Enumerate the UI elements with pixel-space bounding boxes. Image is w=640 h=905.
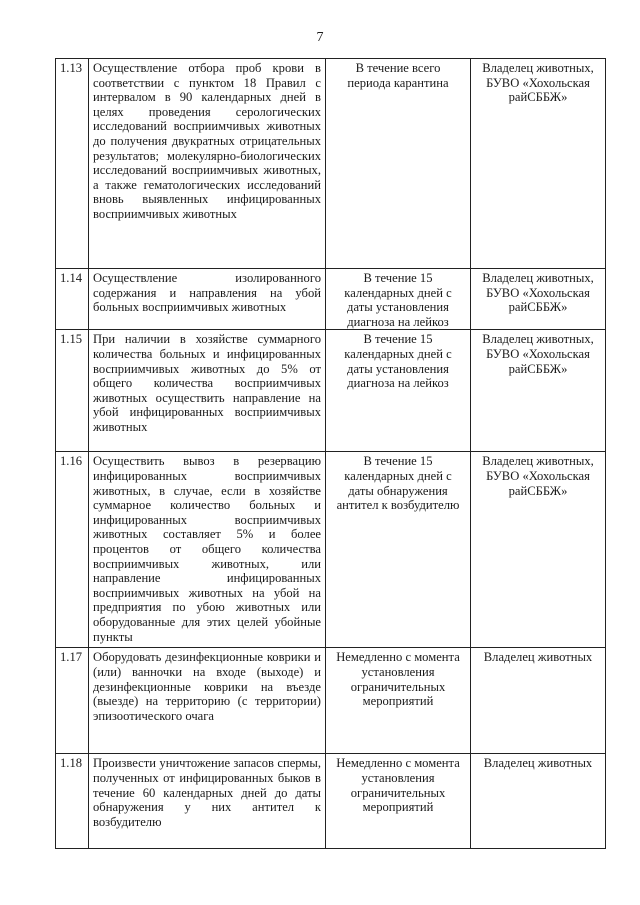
item-number: 1.18 [56, 754, 89, 849]
measure-description [89, 648, 326, 754]
measure-description-text: Осуществление изолированного содержания и направления на убой больных восприимчивых животных [93, 271, 321, 315]
measure-responsible-text: Владелец животных, БУВО «Хохольская райСББЖ» [482, 332, 594, 376]
measure-responsible [471, 269, 606, 330]
measure-term [326, 330, 471, 452]
measure-term-text: В течение 15 календарных дней с даты установления диагноза на лейкоз [344, 271, 452, 329]
measure-description-text: Оборудовать дезинфекционные коврики и (или) ванночки на входе (выходе) и дезинфекционные коврики на въезде (выезде) на территорию (с территории) эпизоотического очага [93, 650, 321, 723]
measure-description [89, 59, 326, 269]
item-number: 1.15 [56, 330, 89, 452]
item-number: 1.16 [56, 452, 89, 648]
measure-term [326, 648, 471, 754]
measure-responsible-text: Владелец животных, БУВО «Хохольская райСББЖ» [482, 454, 594, 498]
measure-description-text: Осуществить вывоз в резервацию инфицированных восприимчивых животных, в случае, если в хозяйстве суммарное количество больных и инфицированных восприимчивых животных составляет 5% и более процентов от общего количества восприимчивых животных, или направление инфицированных восприимчивых животных на убой на предприятия по убою животных или оборудованные для этих целей убойные пункты [93, 454, 321, 644]
measure-responsible [471, 754, 606, 849]
measure-term-text: В течение 15 календарных дней с даты установления диагноза на лейкоз [344, 332, 452, 391]
measure-description [89, 754, 326, 849]
table-row [56, 269, 606, 330]
measure-responsible [471, 648, 606, 754]
measure-description-text: Осуществление отбора проб крови в соответствии с пунктом 18 Правил с интервалом в 90 календарных дней в целях проведения серологических исследований восприимчивых животных до получения двукратных отрицательных результатов; молекулярно-биологических исследований восприимчивых животных, а также гематологических исследований вновь выявленных инфицированных восприимчивых животных [93, 61, 321, 221]
measure-description [89, 330, 326, 452]
table-row [56, 648, 606, 754]
table-row [56, 452, 606, 648]
measure-description [89, 452, 326, 648]
measure-term [326, 59, 471, 269]
measure-term-text: В течение всего периода карантина [347, 61, 449, 90]
measure-description-text: При наличии в хозяйстве суммарного количества больных и инфицированных восприимчивых животных до 5% от общего количества восприимчивых животных осуществить направление на убой инфицированных восприимчивых животных [93, 332, 321, 434]
measure-responsible [471, 59, 606, 269]
measure-description-text: Произвести уничтожение запасов спермы, полученных от инфицированных быков в течение 60 календарных дней до даты обнаружения у них антител к возбудителю [93, 756, 321, 829]
table-row [56, 330, 606, 452]
measure-term [326, 452, 471, 648]
measure-responsible-text: Владелец животных, БУВО «Хохольская райСББЖ» [482, 61, 594, 105]
measure-term-text: Немедленно с момента установления ограничительных мероприятий [336, 650, 460, 709]
measure-term [326, 754, 471, 849]
measure-responsible-text: Владелец животных, БУВО «Хохольская райСББЖ» [482, 271, 594, 315]
measure-description [89, 269, 326, 330]
measure-responsible [471, 452, 606, 648]
table-row [56, 754, 606, 849]
measure-responsible-text: Владелец животных [483, 756, 593, 771]
measure-term-text: Немедленно с момента установления ограничительных мероприятий [336, 756, 460, 815]
measure-responsible [471, 330, 606, 452]
item-number: 1.14 [56, 269, 89, 330]
measure-responsible-text: Владелец животных [483, 650, 593, 665]
measure-term-text: В течение 15 календарных дней с даты обнаружения антител к возбудителю [336, 454, 460, 513]
item-number: 1.17 [56, 648, 89, 754]
measures-table [55, 58, 606, 849]
item-number: 1.13 [56, 59, 89, 269]
measure-term [326, 269, 471, 330]
page-number: 7 [316, 30, 324, 45]
table-row [56, 59, 606, 269]
